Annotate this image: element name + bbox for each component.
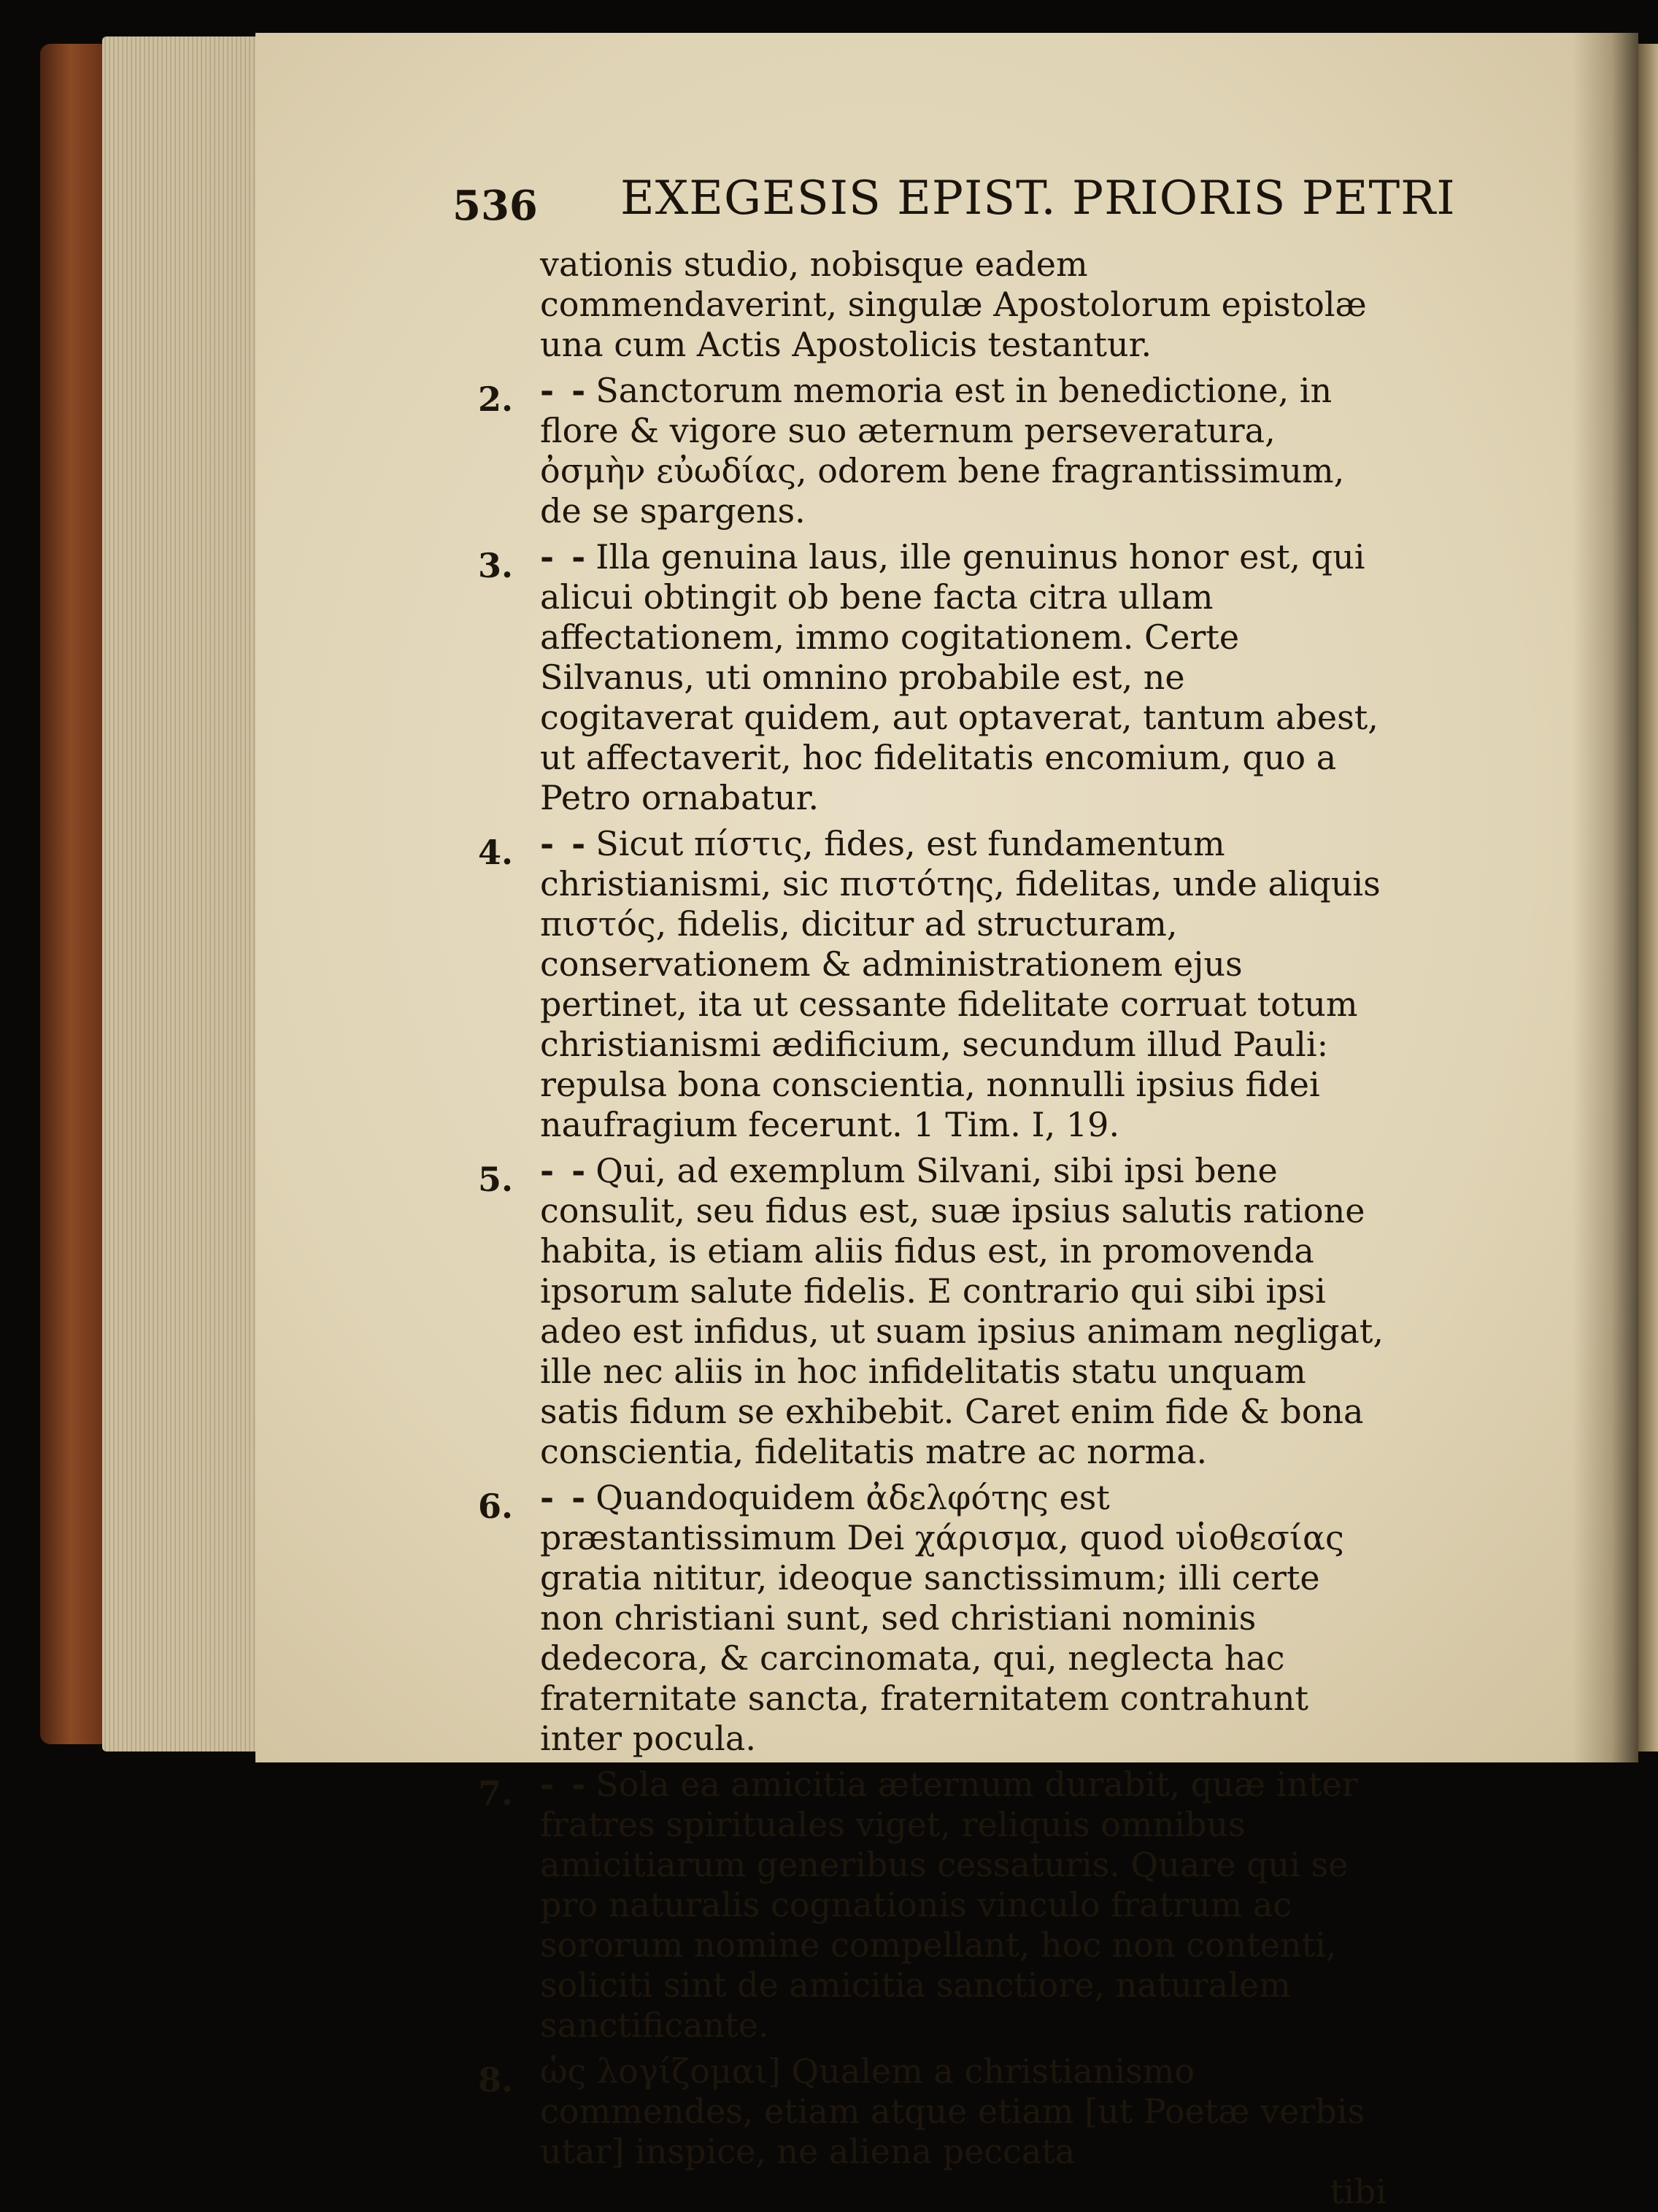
- paragraph-text: Qui, ad exemplum Silvani, sibi ipsi bene consulit, seu fidus est, suæ ipsius salutis ratione habita, is etiam aliis fidus est, in promovenda ipsorum salute fidelis. E contrario qui sibi ipsi adeo est infidus, ut suam ipsius animam negligat, ille nec aliis in hoc infidelitatis statu unquam satis fidum se exhibebit. Caret enim fide & bona conscientia, fidelitatis matre ac norma.: [540, 1151, 1384, 1471]
- book-page: [255, 33, 1638, 2211]
- paragraph: 2. - - Sanctorum memoria est in benedictione, in flore & vigore suo æternum perseveratura, ὀσμὴν εὐωδίας, odorem bene fragrantissimum, de se spargens.: [478, 371, 1345, 531]
- page-header: [255, 150, 1638, 237]
- paragraph-text: Sanctorum memoria est in benedictione, in flore & vigore suo æternum perseveratura, ὀσμὴν εὐωδίας, odorem bene fragrantissimum, de se spargens.: [540, 371, 1345, 531]
- facing-page-edge: [1638, 44, 1658, 1752]
- paragraph: 3. - - Illa genuina laus, ille genuinus honor est, qui alicui obtingit ob bene facta citra ullam affectationem, immo cogitationem. Certe Silvanus, uti omnino probabile est, ne cogitaverat quidem, aut optaverat, tantum abest, ut affectaverit, hoc fidelitatis encomium, quo a Petro ornabatur.: [478, 537, 1379, 817]
- running-head: EXEGESIS EPIST. PRIORIS PETRI: [620, 172, 1456, 226]
- page-body: [255, 244, 1638, 2211]
- paragraph-number: 3.: [478, 546, 514, 585]
- paragraph-number: 7.: [478, 1773, 514, 1813]
- page-edges: [102, 36, 274, 1752]
- paragraph-number: 5.: [478, 1160, 514, 1199]
- paragraph-text: vationis studio, nobisque eadem commendaverint, singulæ Apostolorum epistolæ una cum Actis Apostolicis testantur.: [540, 244, 1367, 364]
- paragraph-continuation: [540, 244, 1387, 365]
- paragraph: [478, 2051, 1387, 2212]
- paragraph-number: 6.: [478, 1487, 514, 1526]
- paragraph: 6. - - Quandoquidem ἀδελφότης est præstantissimum Dei χάρισμα, quod υἱοθεσίας gratia nititur, ideoque sanctissimum; illi certe non christiani sunt, sed christiani nominis dedecora, & carcinomata, qui, neglecta hac fraternitate sancta, fraternitatem contrahunt inter pocula.: [478, 1478, 1344, 1758]
- paragraph-text: ὡς λογίζομαι] Qualem a christianismo commendes, etiam atque etiam [ut Poetæ verbis utar] inspice, ne aliena peccata: [540, 2051, 1365, 2171]
- page-number: 536: [452, 182, 538, 230]
- paragraph-text: Sicut πίστις, fides, est fundamentum christianismi, sic πιστότης, fidelitas, unde aliquis πιστός, fidelis, dicitur ad structuram, conservationem & administrationem ejus pertinet, ita ut cessante fidelitate corruat totum christianismi ædificium, secundum illud Pauli: repulsa bona conscientia, nonnulli ipsius fidei naufragium fecerunt. 1 Tim. I, 19.: [540, 824, 1381, 1144]
- paragraph-text: Illa genuina laus, ille genuinus honor est, qui alicui obtingit ob bene facta citra ullam affectationem, immo cogitationem. Certe Silvanus, uti omnino probabile est, ne cogitaverat quidem, aut optaverat, tantum abest, ut affectaverit, hoc fidelitatis encomium, quo a Petro ornabatur.: [540, 537, 1379, 817]
- paragraph-number: 2.: [478, 379, 514, 419]
- paragraph: 4. - - Sicut πίστις, fides, est fundamentum christianismi, sic πιστότης, fidelitas, unde aliquis πιστός, fidelis, dicitur ad structuram, conservationem & administrationem ejus pertinet, ita ut cessante fidelitate corruat totum christianismi ædificium, secundum illud Pauli: repulsa bona conscientia, nonnulli ipsius fidei naufragium fecerunt. 1 Tim. I, 19.: [478, 824, 1381, 1144]
- paragraph: 7. - - Sola ea amicitia æternum durabit, quæ inter fratres spirituales viget, reliquis omnibus amicitiarum generibus cessaturis. Quare qui se pro naturalis cognationis vinculo fratrum ac sororum nomine compellant, hoc non contenti, soliciti sint de amicitia sanctiore, naturalem sanctificante.: [478, 1765, 1358, 2045]
- paragraph-text: Quandoquidem ἀδελφότης est præstantissimum Dei χάρισμα, quod υἱοθεσίας gratia nititur, ideoque sanctissimum; illi certe non christiani sunt, sed christiani nominis dedecora, & carcinomata, qui, neglecta hac fraternitate sancta, fraternitatem contrahunt inter pocula.: [540, 1478, 1344, 1758]
- paragraph-text: Sola ea amicitia æternum durabit, quæ inter fratres spirituales viget, reliquis omnibus amicitiarum generibus cessaturis. Quare qui se pro naturalis cognationis vinculo fratrum ac sororum nomine compellant, hoc non contenti, soliciti sint de amicitia sanctiore, naturalem sanctificante.: [540, 1765, 1358, 2045]
- catchword: tibi: [1330, 2172, 1387, 2211]
- paragraph-number: 8.: [478, 2060, 514, 2100]
- paragraph: 5. - - Qui, ad exemplum Silvani, sibi ipsi bene consulit, seu fidus est, suæ ipsius salutis ratione habita, is etiam aliis fidus est, in promovenda ipsorum salute fidelis. E contrario qui sibi ipsi adeo est infidus, ut suam ipsius animam negligat, ille nec aliis in hoc infidelitatis statu unquam satis fidum se exhibebit. Caret enim fide & bona conscientia, fidelitatis matre ac norma.: [478, 1151, 1384, 1471]
- paragraph-number: 4.: [478, 833, 514, 872]
